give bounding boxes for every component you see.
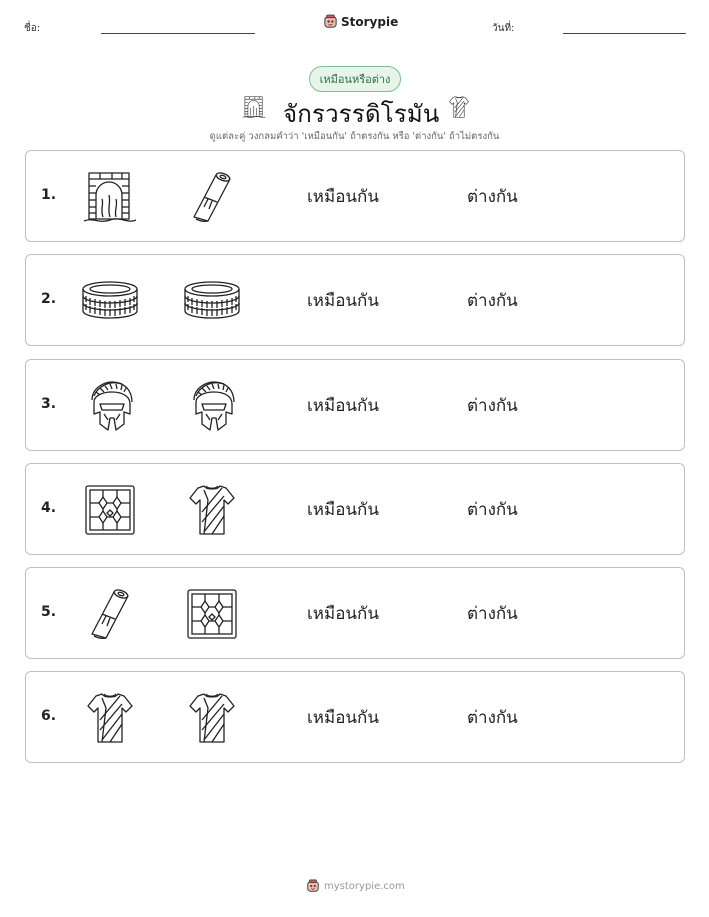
footer	[306, 879, 405, 893]
question-number: 3.	[41, 396, 57, 412]
helmet-icon	[182, 378, 242, 434]
question-row	[25, 671, 685, 763]
question-number: 6.	[41, 708, 57, 724]
question-number: 4.	[41, 500, 57, 516]
colosseum-icon	[182, 273, 242, 329]
name-field[interactable]	[101, 33, 255, 34]
scroll-icon	[182, 169, 242, 225]
option-same[interactable]: เหมือนกัน	[307, 500, 379, 520]
storypie-icon	[323, 14, 338, 29]
brand-name: Storypie	[341, 14, 399, 29]
question-row	[25, 463, 685, 555]
question-row	[25, 254, 685, 346]
question-row	[25, 567, 685, 659]
instructions: ดูแต่ละคู่ วงกลมคำว่า 'เหมือนกัน' ถ้าตรงกัน หรือ 'ต่างกัน' ถ้าไม่ตรงกัน	[209, 131, 500, 142]
question-number: 1.	[41, 187, 57, 203]
option-different[interactable]: ต่างกัน	[467, 396, 518, 416]
name-label: ชื่อ:	[24, 23, 41, 34]
date-label: วันที่:	[492, 23, 515, 34]
option-same[interactable]: เหมือนกัน	[307, 604, 379, 624]
question-number: 5.	[41, 604, 57, 620]
worksheet-type-badge: เหมือนหรือต่าง	[309, 66, 401, 92]
aqueduct-arch-icon	[241, 92, 267, 122]
question-row	[25, 359, 685, 451]
worksheet-header	[0, 14, 709, 42]
mosaic-icon	[80, 482, 140, 538]
option-different[interactable]: ต่างกัน	[467, 500, 518, 520]
title-row	[0, 92, 709, 128]
toga-icon	[446, 92, 472, 122]
option-different[interactable]: ต่างกัน	[467, 291, 518, 311]
page-title: จักรวรรดิโรมัน	[283, 100, 440, 128]
question-row	[25, 150, 685, 242]
option-different[interactable]: ต่างกัน	[467, 708, 518, 728]
option-same[interactable]: เหมือนกัน	[307, 708, 379, 728]
colosseum-icon	[80, 273, 140, 329]
toga-icon	[80, 690, 140, 746]
option-same[interactable]: เหมือนกัน	[307, 291, 379, 311]
question-number: 2.	[41, 291, 57, 307]
option-different[interactable]: ต่างกัน	[467, 604, 518, 624]
option-same[interactable]: เหมือนกัน	[307, 396, 379, 416]
date-field[interactable]	[563, 33, 686, 34]
option-same[interactable]: เหมือนกัน	[307, 187, 379, 207]
option-different[interactable]: ต่างกัน	[467, 187, 518, 207]
toga-icon	[182, 482, 242, 538]
helmet-icon	[80, 378, 140, 434]
brand-logo	[323, 14, 398, 29]
storypie-icon	[306, 879, 320, 893]
mosaic-icon	[182, 586, 242, 642]
scroll-icon	[80, 586, 140, 642]
footer-url[interactable]: mystorypie.com	[324, 880, 405, 892]
aqueduct-arch-icon	[80, 169, 140, 225]
toga-icon	[182, 690, 242, 746]
